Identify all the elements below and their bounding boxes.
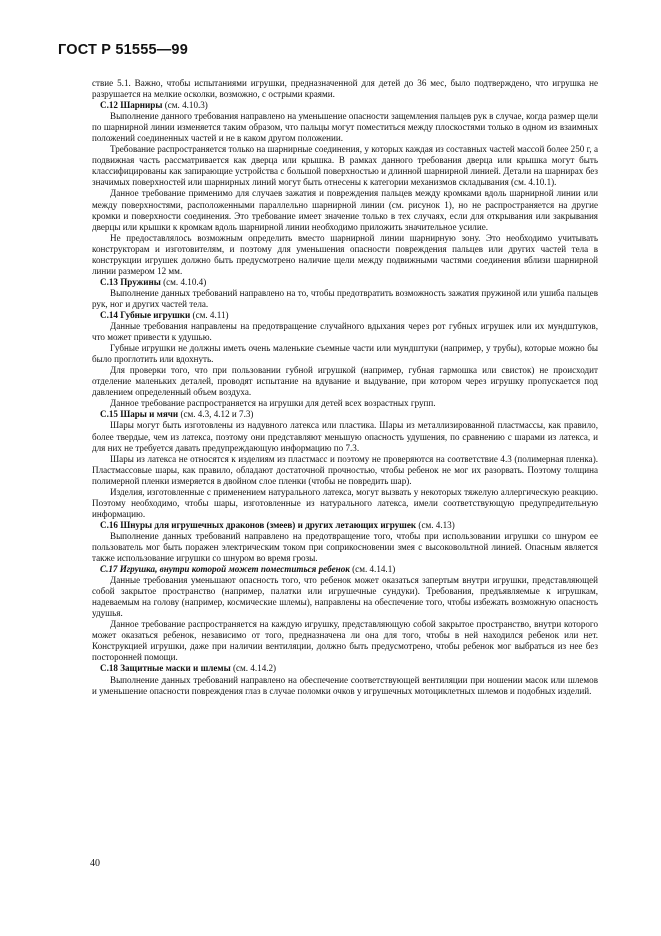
paragraph: Выполнение данных требований направлено на то, чтобы предотвратить возможность зажатия пружиной или ушиба пальцев рук, ног и других частей тела. bbox=[92, 287, 598, 309]
section-heading bbox=[92, 277, 598, 288]
paragraph: Изделия, изготовленные с применением натурального латекса, могут вызвать у некоторых тяжелую аллергическую реакцию. Поэтому необходимо, чтобы шары, изготовленные из натурального латекса, имели соответствующую предупредительную информацию. bbox=[92, 486, 598, 519]
standard-header: ГОСТ Р 51555—99 bbox=[58, 42, 188, 58]
section-heading-title: С.12 Шарниры bbox=[100, 100, 163, 111]
paragraph: Данные требования уменьшают опасность того, что ребенок может оказаться запертым внутри игрушки, представляющей собой закрытое пространство (например, палатки или игрушечные сундуки). Требования, предъявляемые к игрушкам, надеваемым на голову (например, космические шлемы), направлены на обеспечение того, чтобы избежать возможную опасность удушья. bbox=[92, 575, 598, 619]
section-heading-title: С.15 Шары и мячи bbox=[100, 409, 179, 420]
paragraph: Выполнение данных требований направлено на обеспечение соответствующей вентиляции при ношении масок или шлемов и уменьшение опасности повреждения глаз в случае поломки очков у игрушечных мотоциклетных шлемов и подобных изделий. bbox=[92, 674, 598, 696]
section-heading-ref: (см. 4.3, 4.12 и 7.3) bbox=[178, 409, 254, 420]
paragraph: Губные игрушки не должны иметь очень маленькие съемные части или мундштуки (например, у трубы), которые можно бы было проглотить или вдохнуть. bbox=[92, 343, 598, 365]
section-heading bbox=[92, 564, 598, 575]
paragraph: ствие 5.1. Важно, чтобы испытаниями игрушки, предназначенной для детей до 36 мес, было подтверждено, что игрушка не разрушается на мелкие осколки, возможно, с острыми краями. bbox=[92, 78, 598, 100]
section-heading-ref: (см. 4.14.2) bbox=[230, 663, 277, 674]
section-heading-ref: (см. 4.14.1) bbox=[349, 564, 396, 575]
paragraph: Данное требование распространяется на игрушки для детей всех возрастных групп. bbox=[110, 398, 436, 409]
paragraph: Данное требование распространяется на каждую игрушку, представляющую собой закрытое пространство, внутри которого может оказаться ребенок, независимо от того, предназначена ли она для того, чтобы в ней находился ребенок или нет. Конструкцией игрушки, даже при наличии вентиляции, должно быть предусмотрено, чтобы ребенок мог выбраться из нее без посторонней помощи. bbox=[92, 619, 598, 663]
section-heading-title: С.18 Защитные маски и шлемы bbox=[100, 663, 231, 674]
section-heading bbox=[92, 310, 598, 321]
section-heading-ref: (см. 4.11) bbox=[190, 309, 229, 320]
paragraph: Не предоставлялось возможным определить вместо шарнирной линии шарнирную зону. Это необходимо учитывать конструкторам и изготовителям, и поэтому для уменьшения опасности повреждения пальцев или других частей тела в конструкции игрушек должно быть предусмотрено наличие щели между подвижными частями соединения вблизи шарнирной линии размером 12 мм. bbox=[92, 232, 598, 276]
paragraph: Требование распространяется только на шарнирные соединения, у которых каждая из составных частей массой более 250 г, а подвижная часть рассматривается как дверца или крышка. В рамках данного требования дверца или крышка могут быть классифицированы как запирающие устройства с большой поверхностью и длинной шарнирной линией. Детали на шарнирах без значимых поверхностей или шарнирных линий могут быть отнесены к категории механизмов складывания (см. 4.10.1). bbox=[92, 144, 598, 188]
paragraph: Шары из латекса не относятся к изделиям из пластмасс и поэтому не проверяются на соответствие 4.3 (полимерная пленка). Пластмассовые шары, как правило, обладают достаточной прочностью, чтобы ребенок не мог их разорвать. Поэтому толщина полимерной пленки измеряется в двойном слое пленки (чтобы не повредить шар). bbox=[92, 453, 598, 486]
paragraph: Шары могут быть изготовлены из надувного латекса или пластика. Шары из металлизированной пластмассы, как правило, более твердые, чем из латекса, поэтому они представляют меньшую опасность удушения, по сравнению с шарами из латекса, и для них не требуется давать предупреждающую информацию по 7.3. bbox=[92, 420, 598, 453]
section-heading-ref: (см. 4.13) bbox=[416, 519, 455, 530]
paragraph: Данное требование применимо для случаев зажатия и повреждения пальцев между кромками вдоль шарнирной линии или между поверхностями, расположенными параллельно шарнирной линии (см. рисунок 1), но не распространяется на другие кромки и поверхности соединения. Это требование имеет значение только в тех случаях, если для открывания или закрывания дверцы или крышки к кромкам вдоль шарнирной линии необходимо приложить значительное усилие. bbox=[92, 188, 598, 232]
section-heading bbox=[92, 409, 598, 420]
section-heading bbox=[92, 100, 598, 111]
section-heading-ref: (см. 4.10.3) bbox=[162, 100, 208, 111]
page-number: 40 bbox=[90, 858, 100, 869]
paragraph: Для проверки того, что при пользовании губной игрушкой (например, губная гармошка или свисток) не происходит отделение маленьких деталей, проводят испытание на вдувание и выдувание, при котором через игрушку пропускается под давлением определенный объем воздуха. bbox=[92, 365, 598, 398]
section-heading-title: С.13 Пружины bbox=[100, 276, 161, 287]
section-heading-title: С.14 Губные игрушки bbox=[100, 309, 191, 320]
document-body bbox=[92, 78, 598, 697]
section-heading-title: С.17 Игрушка, внутри которой может поместиться ребенок bbox=[100, 564, 350, 575]
section-heading-title: С.16 Шнуры для игрушечных драконов (змеев) и других летающих игрушек bbox=[100, 519, 417, 530]
paragraph: Выполнение данного требования направлено на уменьшение опасности защемления пальцев рук в случае, когда размер щели по шарнирной линии изменяется таким образом, что пальцы могут поместиться между плоскостями только в одном из взаимных положений соединенных частей и не в каком другом положении. bbox=[92, 111, 598, 144]
paragraph: Выполнение данных требований направлено на предотвращение того, чтобы при использовании игрушки со шнуром ее пользователь мог быть поражен электрическим током при соприкосновении змея с высоковольтной линией. Опасным является также использование игрушки со шнуром во время грозы. bbox=[92, 530, 598, 564]
section-heading bbox=[92, 520, 598, 531]
section-heading-ref: (см. 4.10.4) bbox=[160, 276, 207, 287]
section-heading bbox=[92, 663, 598, 674]
paragraph: Данные требования направлены на предотвращение случайного вдыхания через рот губных игрушек или их мундштуков, что может привести к удушью. bbox=[92, 321, 598, 343]
